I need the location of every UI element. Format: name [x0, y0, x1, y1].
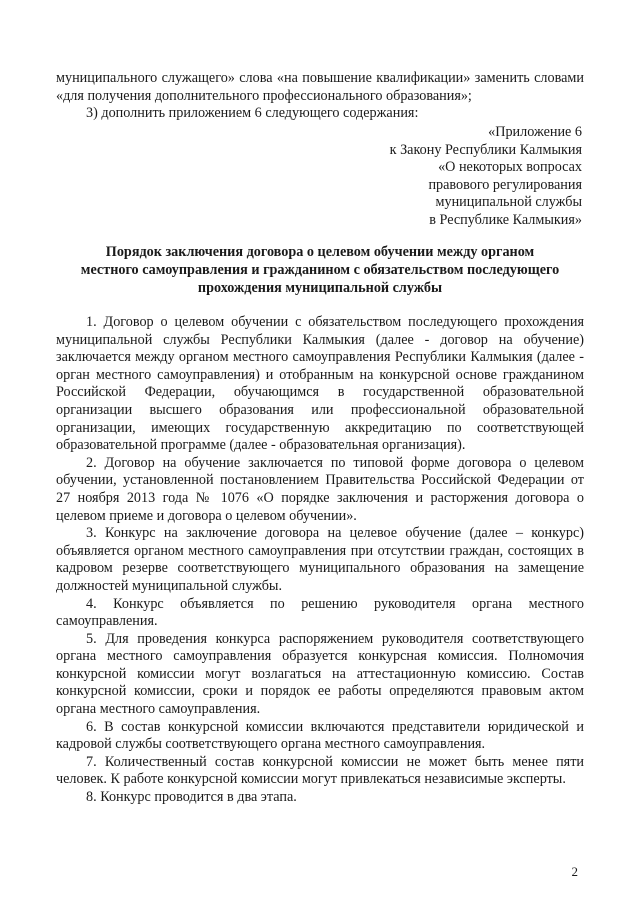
paragraph-5: 5. Для проведения конкурса распоряжением руководителя соответствующего органа местного самоуправления образуется конкурсная комиссия. Полномочия конкурсной комиссии могут возлагаться на аттестационную комиссию. Состав конкурсной комиссии, сроки и порядок ее работы определяются правовым актом органа местного самоуправления. — [56, 630, 584, 718]
appendix-ref-line: к Закону Республики Калмыкия — [389, 141, 582, 158]
paragraph-3: 3. Конкурс на заключение договора на целевое обучение (далее – конкурс) объявляется органом местного самоуправления при отсутствии граждан, состоящих в кадровом резерве соответствующего муниципального образования на замещение должностей муниципальной службы. — [56, 525, 584, 594]
intro-line-2: 3) дополнить приложением 6 следующего содержания: — [86, 105, 419, 122]
paragraph-2: 2. Договор на обучение заключается по типовой форме договора о целевом обучении, установленной постановлением Правительства Российской Федерации от 27 ноября 2013 года № 1076 «О порядке заключения и расторжения договора о целевом приеме и договора о целевом обучении». — [56, 454, 584, 524]
heading-line: Порядок заключения договора о целевом обучении между органом — [105, 244, 535, 260]
appendix-reference — [390, 124, 582, 230]
document-heading — [56, 244, 584, 297]
intro-text — [56, 70, 584, 123]
heading-line: местного самоуправления и гражданином с обязательством последующего — [80, 261, 560, 278]
intro-line-1: муниципального служащего» слова «на повышение квалификации» заменить словами «для получения дополнительного профессионального образования»; — [56, 70, 584, 104]
appendix-ref-line: правового регулирования — [428, 176, 582, 193]
paragraph-1: 1. Договор о целевом обучении с обязательством последующего прохождения муниципальной службы Республики Калмыкия (далее - договор на обучение) заключается между органом местного самоуправления Республики Калмыкия (далее - орган местного самоуправления) и отобранным на конкурсной основе гражданином Российской Федерации, обучающимся в государственной образовательной организации высшего образования или профессиональной образовательной организации, имеющих государственную аккредитацию по соответствующей образовательной программе (далее - образовательная организация). — [56, 314, 584, 454]
appendix-ref-line: «О некоторых вопросах — [438, 159, 582, 176]
appendix-ref-line: муниципальной службы — [435, 194, 582, 211]
appendix-ref-line: в Республике Калмыкия» — [429, 211, 582, 228]
paragraph-7: 7. Количественный состав конкурсной комиссии не может быть менее пяти человек. К работе конкурсной комиссии могут привлекаться независимые эксперты. — [56, 753, 584, 788]
heading-line: прохождения муниципальной службы — [197, 279, 443, 296]
paragraph-4: 4. Конкурс объявляется по решению руководителя органа местного самоуправления. — [56, 595, 584, 630]
paragraph-8: 8. Конкурс проводится в два этапа. — [86, 789, 297, 806]
appendix-ref-line: «Приложение 6 — [488, 124, 582, 140]
page-number: 2 — [571, 864, 578, 879]
document-body — [56, 314, 584, 807]
paragraph-6: 6. В состав конкурсной комиссии включаются представители юридической и кадровой службы соответствующего органа местного самоуправления. — [56, 718, 584, 753]
